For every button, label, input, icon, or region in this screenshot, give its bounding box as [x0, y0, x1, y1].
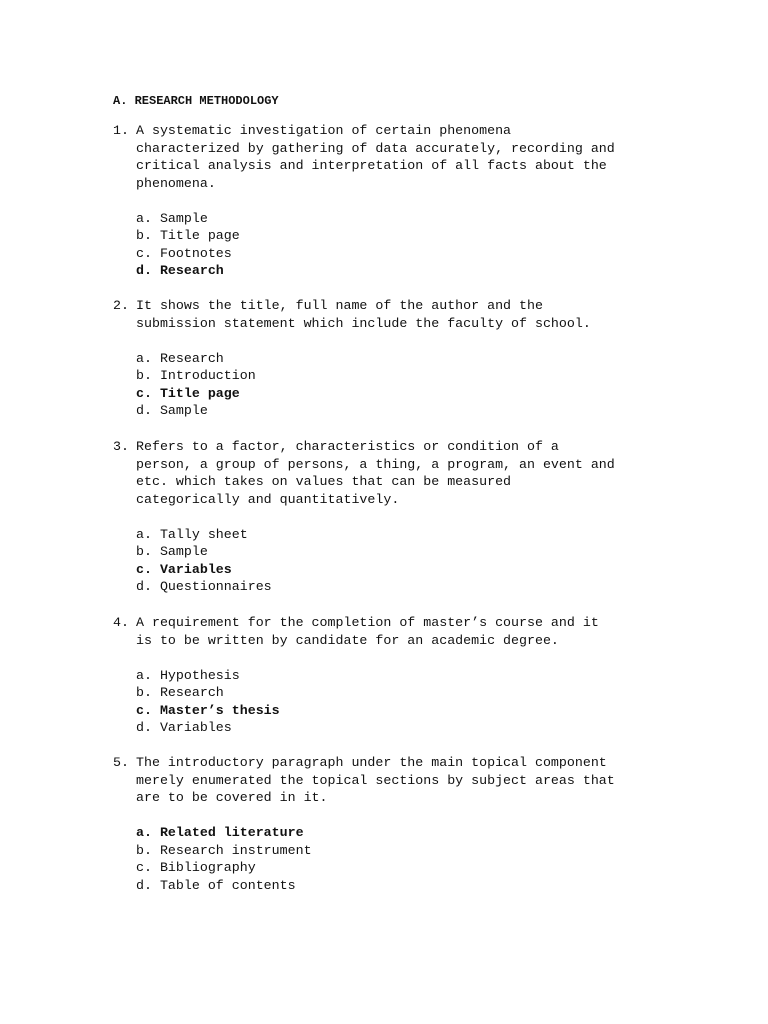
- question-line: The introductory paragraph under the main topical component: [136, 755, 607, 770]
- option-c-answer: c. Master’s thesis: [136, 702, 280, 718]
- option-d: d. Sample: [136, 403, 208, 418]
- option-a: a. Tally sheet: [136, 526, 248, 542]
- question-line: are to be covered in it.: [136, 790, 328, 805]
- question-number: 2.: [113, 298, 129, 313]
- option-d: d. Questionnaires: [136, 579, 272, 594]
- question-number: 5.: [113, 755, 129, 770]
- options-list: [113, 210, 713, 280]
- question-line: A requirement for the completion of master’s course and it: [136, 615, 599, 630]
- question-line: critical analysis and interpretation of all facts about the: [136, 158, 607, 173]
- option-d: d. Table of contents: [136, 877, 296, 893]
- question-1: [113, 122, 713, 280]
- question-2: [113, 297, 713, 420]
- option-c-answer: c. Title page: [136, 385, 240, 401]
- question-line: categorically and quantitatively.: [136, 491, 400, 507]
- option-b: b. Research instrument: [136, 842, 312, 858]
- options-list: [113, 667, 713, 737]
- question-number: 1.: [113, 123, 129, 138]
- option-c-answer: c. Variables: [136, 561, 232, 577]
- question-5: [113, 754, 713, 894]
- options-list: [113, 824, 713, 894]
- option-b: b. Title page: [136, 228, 240, 243]
- question-3: [113, 438, 713, 596]
- question-line: phenomena.: [136, 175, 216, 191]
- question-4: [113, 614, 713, 737]
- question-line: submission statement which include the faculty of school.: [136, 315, 591, 331]
- option-a: a. Sample: [136, 210, 208, 226]
- question-line: is to be written by candidate for an academic degree.: [136, 632, 559, 648]
- question-line: person, a group of persons, a thing, a program, an event and: [136, 456, 615, 472]
- option-d: d. Variables: [136, 720, 232, 735]
- question-line: characterized by gathering of data accurately, recording and: [136, 140, 615, 156]
- option-a: a. Hypothesis: [136, 667, 240, 683]
- option-a-answer: a. Related literature: [136, 825, 304, 840]
- section-title: A. RESEARCH METHODOLOGY: [113, 94, 279, 108]
- question-line: merely enumerated the topical sections by subject areas that: [136, 772, 615, 788]
- option-a: a. Research: [136, 350, 224, 366]
- question-line: It shows the title, full name of the author and the: [136, 298, 543, 313]
- options-list: [113, 350, 713, 420]
- option-b: b. Sample: [136, 544, 208, 559]
- question-number: 3.: [113, 439, 129, 454]
- options-list: [113, 526, 713, 596]
- option-b: b. Introduction: [136, 368, 256, 383]
- option-d-answer: d. Research: [136, 263, 224, 278]
- question-line: etc. which takes on values that can be measured: [136, 474, 512, 489]
- option-c: c. Footnotes: [136, 245, 232, 261]
- question-number: 4.: [113, 615, 129, 630]
- question-line: Refers to a factor, characteristics or condition of a: [136, 439, 559, 454]
- question-line: A systematic investigation of certain phenomena: [136, 123, 512, 138]
- option-c: c. Bibliography: [136, 860, 256, 875]
- option-b: b. Research: [136, 685, 224, 700]
